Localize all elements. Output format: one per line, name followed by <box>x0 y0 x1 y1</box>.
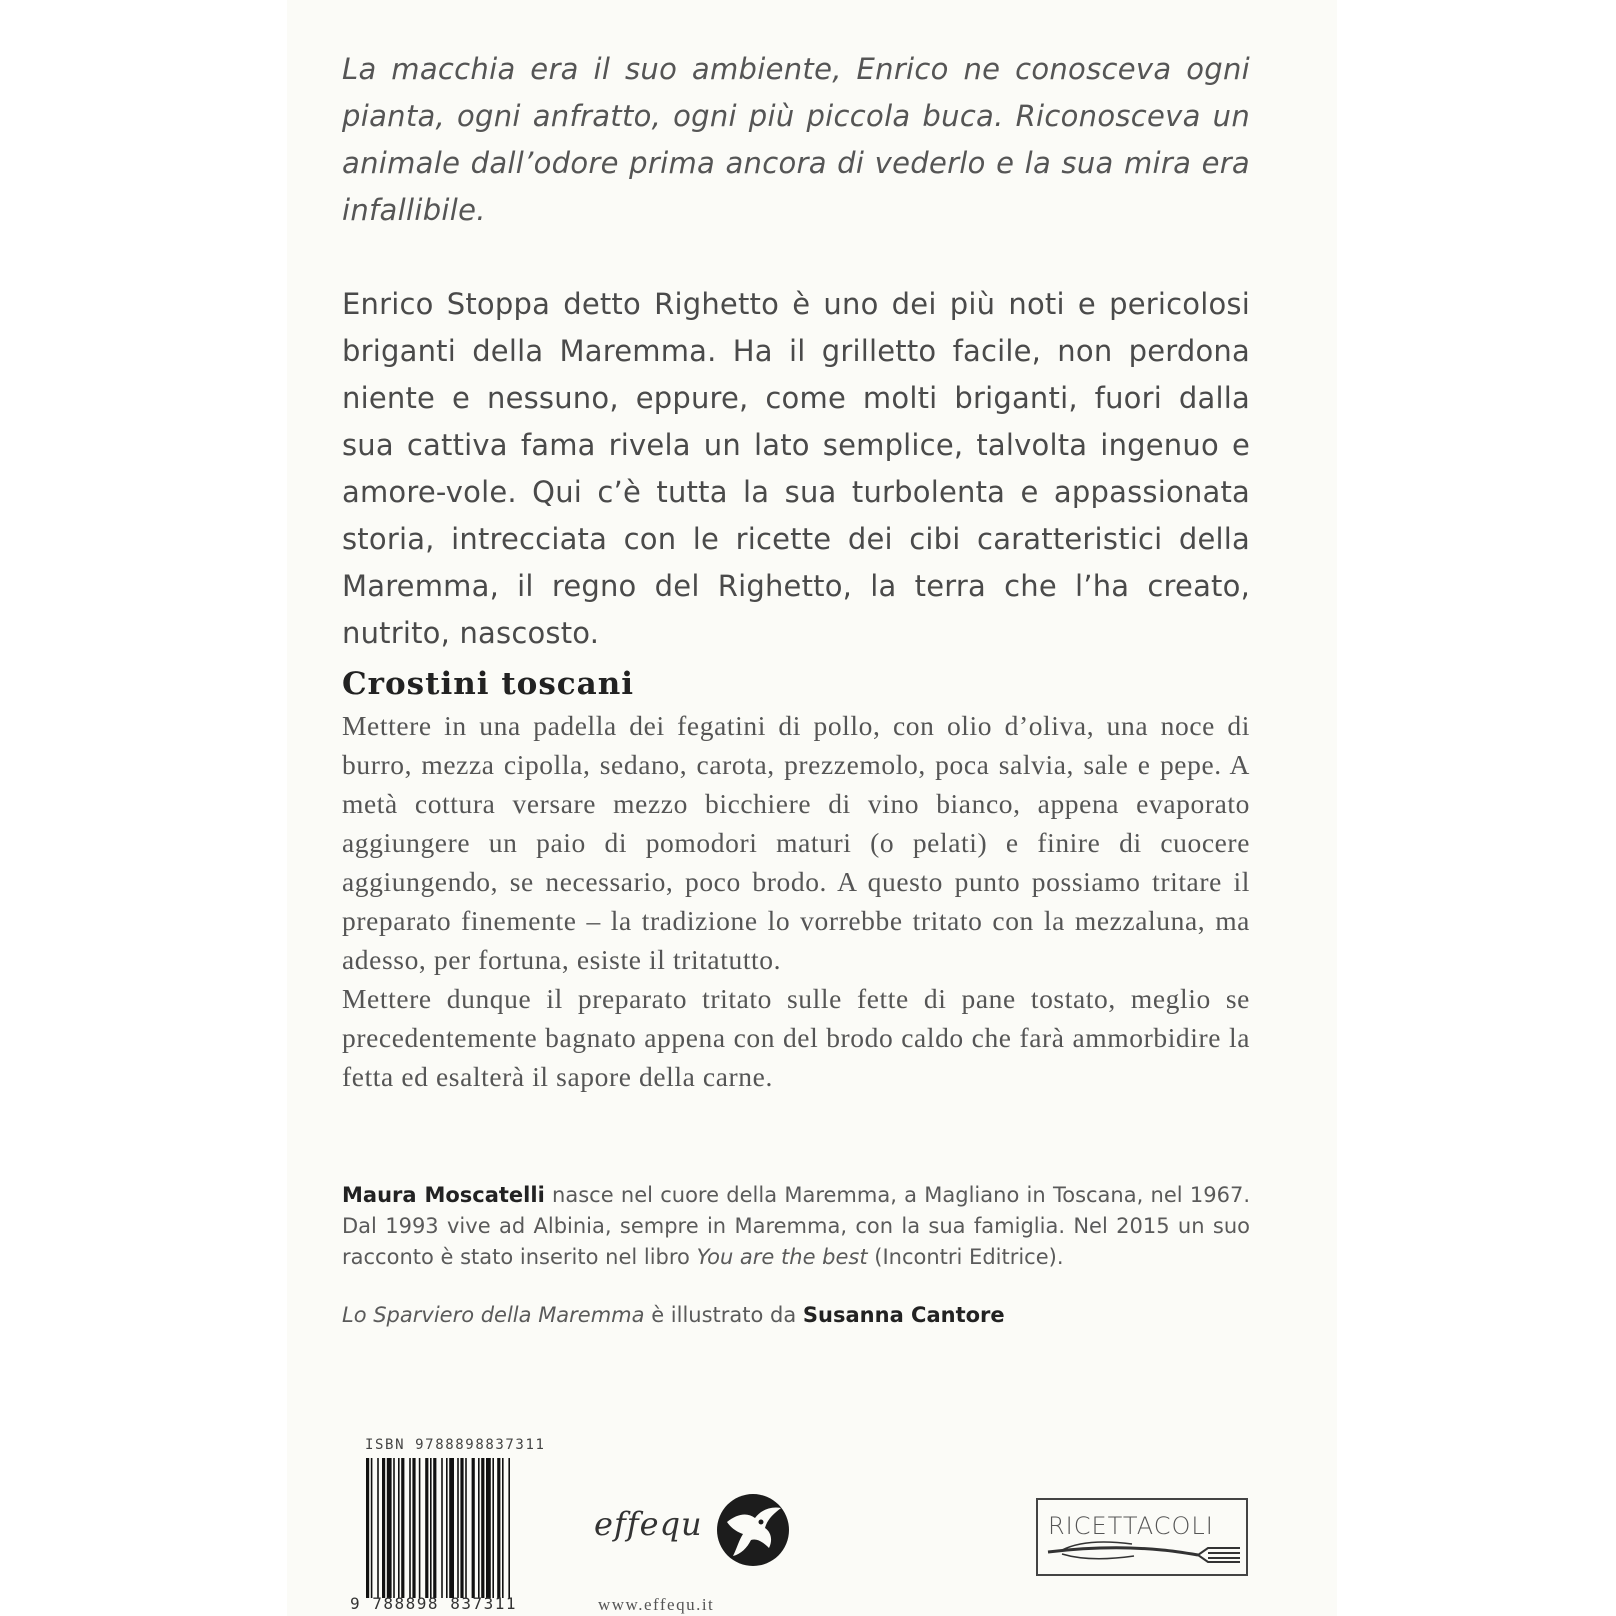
barcode-bar <box>412 1458 415 1598</box>
publisher-name: effequ <box>594 1505 703 1543</box>
author-book-title: You are the best <box>696 1245 868 1269</box>
book-title: Lo Sparviero della Maremma <box>342 1303 645 1327</box>
barcode-bar <box>425 1458 428 1598</box>
barcode-bar <box>472 1458 475 1598</box>
barcode-bar <box>449 1458 454 1598</box>
barcode-bar <box>460 1458 463 1598</box>
series-name: RICETTACOLI <box>1048 1512 1214 1540</box>
recipe-body <box>342 706 1250 1096</box>
barcode-bar <box>387 1458 392 1598</box>
barcode-bar <box>366 1458 369 1598</box>
author-bio <box>342 1180 1250 1273</box>
publisher-url: www.effequ.it <box>598 1595 715 1614</box>
barcode-bar <box>478 1458 480 1598</box>
recipe-paragraph: Mettere in una padella dei fegatini di pollo, con olio d’oliva, una noce di burro, mezza cipolla, sedano, carota, prezzemolo, poca salvia, sale e pepe. A metà cottura versare mezzo bicchiere di vino bianco, appena evaporato aggiungere un paio di pomodori maturi (o pelati) e finire di cuocere aggiungendo, se necessario, poco brodo. A questo punto possiamo tritare il preparato finemente – la tradizione lo vorrebbe tritato con la mezzaluna, ma adesso, per fortuna, esiste il tritatutto. <box>342 710 1250 975</box>
recipe-paragraph: Mettere dunque il preparato tritato sulle fette di pane tostato, meglio se precedentemente bagnato appena con del brodo caldo che farà ammorbidire la fetta ed esalterà il sapore della carne. <box>342 983 1250 1092</box>
illustrator-credit <box>342 1300 1005 1330</box>
barcode-bar <box>393 1458 395 1598</box>
illustrator-credit-text: è illustrato da <box>644 1303 803 1327</box>
recipe-title: Crostini toscani <box>342 666 635 702</box>
author-bio-text: nasce nel cuore della Maremma, a Magliano in Toscana, nel 1967. Dal 1993 vive ad Albinia, sempre in Maremma, con la sua famiglia. Nel 2015 un suo racconto è stato inserito nel libro <box>342 1183 1250 1269</box>
synopsis: Enrico Stoppa detto Righetto è uno dei più noti e pericolosi briganti della Maremma. Ha il grilletto facile, non perdona niente e nessuno, eppure, come molti briganti, fuori dalla sua cattiva fama rivela un lato semplice, talvolta ingenuo e amore-vole. Qui c’è tutta la sua turbolenta e appassionata storia, intrecciata con le ricette dei cibi caratteristici della Maremma, il regno del Righetto, la terra che l’ha creato, nutrito, nascosto. <box>342 287 1250 650</box>
bird-circle-icon <box>715 1492 791 1568</box>
barcode-bar <box>441 1458 443 1598</box>
barcode-bar <box>492 1458 494 1598</box>
barcode-bar <box>401 1458 404 1598</box>
barcode-bar <box>497 1458 500 1598</box>
series-logo <box>1036 1498 1248 1576</box>
barcode-bar <box>486 1458 491 1598</box>
barcode <box>366 1458 546 1598</box>
barcode-bar <box>481 1458 484 1598</box>
author-bio-text-end: (Incontri Editrice). <box>867 1245 1064 1269</box>
barcode-bar <box>409 1458 411 1598</box>
barcode-bar <box>465 1458 467 1598</box>
barcode-bar <box>398 1458 400 1598</box>
barcode-bar <box>371 1458 373 1598</box>
barcode-bar <box>457 1458 459 1598</box>
barcode-bar <box>433 1458 436 1598</box>
barcode-bar <box>446 1458 448 1598</box>
barcode-bar <box>508 1458 510 1598</box>
intro-quote: La macchia era il suo ambiente, Enrico ne conosceva ogni pianta, ogni anfratto, ogni più piccola buca. Riconosceva un animale dall’odore prima ancora di vederlo e la sua mira era infallibile. <box>342 52 1250 227</box>
barcode-bar <box>502 1458 504 1598</box>
barcode-bar <box>382 1458 385 1598</box>
isbn-label: ISBN 9788898837311 <box>365 1437 546 1453</box>
barcode-number: 9 788898 837311 <box>350 1594 517 1613</box>
author-name: Maura Moscatelli <box>342 1183 545 1207</box>
barcode-bar <box>430 1458 432 1598</box>
illustrator-name: Susanna Cantore <box>802 1303 1005 1327</box>
feather-fork-icon <box>1042 1538 1244 1570</box>
barcode-bar <box>419 1458 421 1598</box>
barcode-bar <box>377 1458 379 1598</box>
